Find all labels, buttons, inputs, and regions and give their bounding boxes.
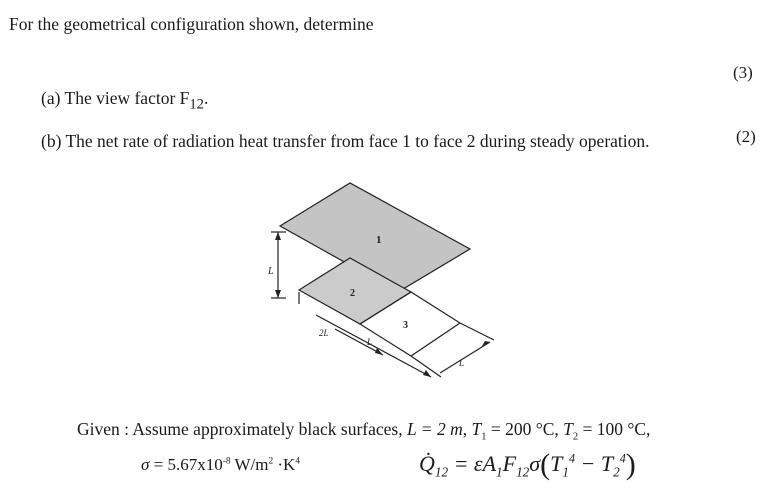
given-line: Given : Assume approximately black surfaces, L = 2 m, $T_1 = 200$ °C, $T_2 = 100$ °C, xyxy=(77,419,651,443)
given-L: L = 2 m xyxy=(406,419,463,439)
dim-L-right-arrow xyxy=(482,341,490,346)
formula-T1-sub: 1 xyxy=(562,464,569,480)
dim-vertical-label: L xyxy=(268,266,274,277)
part-b-marks: (2) xyxy=(736,127,756,146)
dim-2L-arrow-end xyxy=(423,370,431,377)
formula-T2-sub: 2 xyxy=(613,464,620,480)
sigma-units-b: ·K xyxy=(273,455,296,474)
formula-paren-close: ) xyxy=(625,448,636,481)
given-T2-var: T xyxy=(563,419,573,439)
dim-2L-line xyxy=(316,315,431,377)
dim-vertical-arrow-bottom xyxy=(275,290,281,298)
sigma-units-a: W/m xyxy=(230,455,269,474)
formula-T1-exp: 4 xyxy=(568,451,576,466)
dim-L-right-line xyxy=(440,342,490,373)
given-T1-sub: 1 xyxy=(481,431,487,443)
dim-vertical-arrow-top xyxy=(275,232,281,240)
formula-eq: = εA xyxy=(453,451,497,476)
given-T2-val: = 100 °C, xyxy=(578,419,651,439)
sigma-value: = 5.67x10 xyxy=(149,455,223,474)
sigma-line xyxy=(141,455,300,475)
part-b-label: (b) xyxy=(41,131,62,151)
formula-A-sub: 1 xyxy=(496,464,503,480)
sigma-symbol: σ xyxy=(141,455,150,474)
part-a-marks: (3) xyxy=(733,63,753,82)
dim-2L-label: 2L xyxy=(319,328,329,338)
given-T2-sub: 2 xyxy=(572,431,579,443)
face-1-label: 1 xyxy=(376,234,382,246)
sigma-units-exp2: 2 xyxy=(268,456,274,467)
given-T1-val: = 200 °C xyxy=(486,419,555,439)
formula-F: F xyxy=(502,451,517,476)
dim-L-right-label: L xyxy=(459,358,465,368)
formula-lhs-sub: 12 xyxy=(434,464,449,480)
sigma-units-exp4: 4 xyxy=(295,456,301,467)
dim-L-front-label: L xyxy=(367,337,373,347)
heat-transfer-formula xyxy=(419,448,636,482)
part-a-text: The view factor F xyxy=(64,88,190,108)
part-a-sub: 12 xyxy=(189,96,204,113)
part-a-label: (a) xyxy=(41,88,61,108)
part-b-text: The net rate of radiation heat transfer from face 1 to face 2 during steady operation. xyxy=(65,131,650,151)
sigma-exp: -8 xyxy=(222,456,231,467)
part-a-end: . xyxy=(203,88,209,108)
formula-F-sub: 12 xyxy=(516,464,530,480)
formula-minus: − xyxy=(575,451,601,476)
given-prefix: Given : Assume approximately black surfaces, xyxy=(77,419,407,439)
given-T1-var: T xyxy=(471,419,482,439)
question-intro: For the geometrical configuration shown, determine xyxy=(9,14,374,34)
formula-T1: T xyxy=(550,451,563,476)
dim-L-right-ext xyxy=(460,323,494,340)
face-3-label: 3 xyxy=(403,320,408,331)
face-2-label: 2 xyxy=(350,288,355,299)
formula-sigma: σ xyxy=(529,451,541,476)
formula-T2-exp: 4 xyxy=(619,451,626,466)
formula-lhs: Q̇ xyxy=(419,451,435,476)
formula-T2: T xyxy=(600,451,614,476)
formula-paren-open: ( xyxy=(540,448,551,481)
